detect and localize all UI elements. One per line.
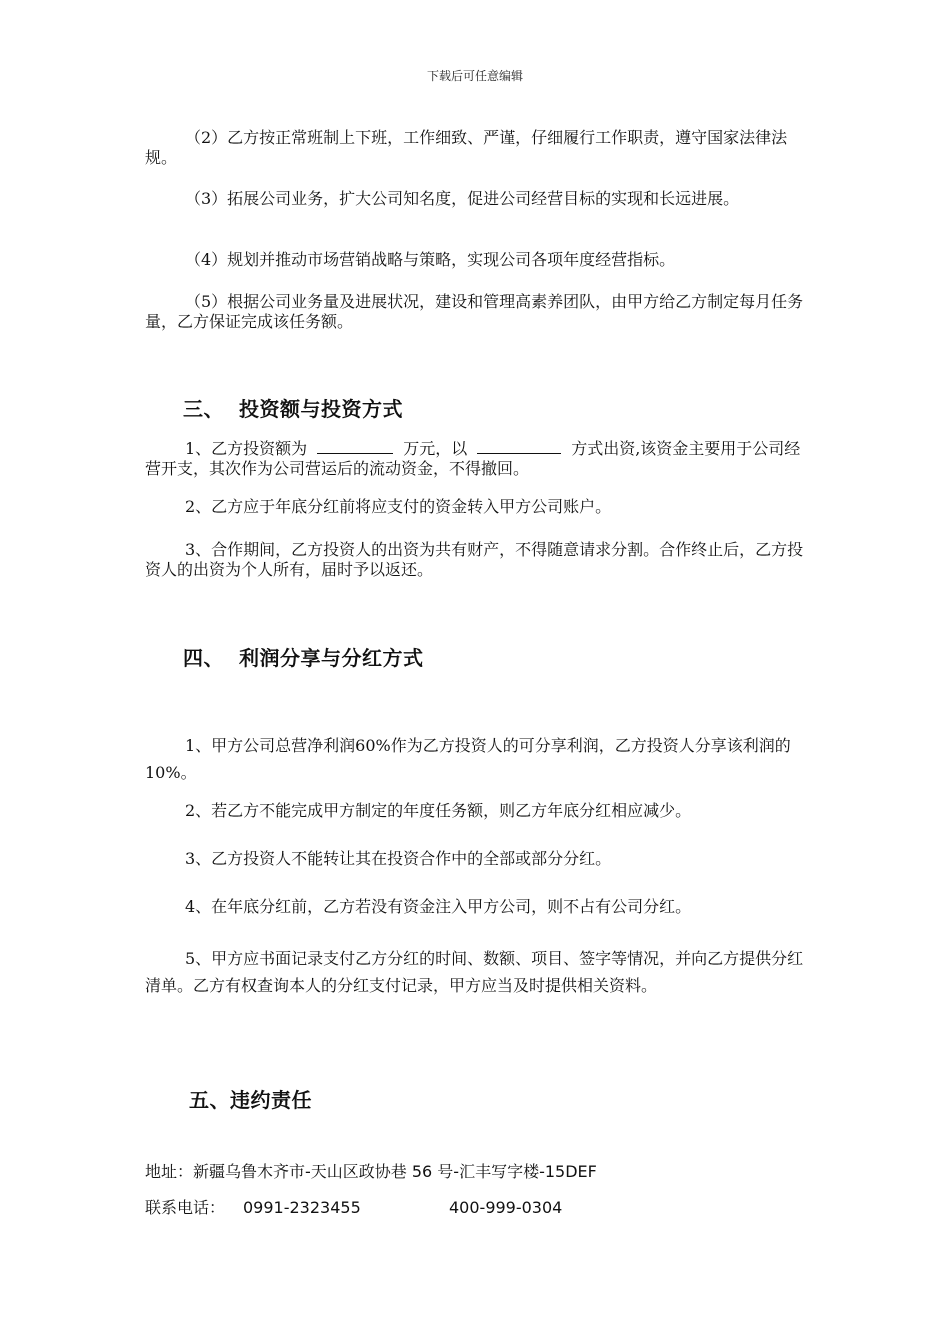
investment-method-blank[interactable] [477, 437, 561, 454]
section4-item-3: 3、乙方投资人不能转让其在投资合作中的全部或部分分红。 [185, 849, 612, 868]
section4-heading [183, 642, 424, 671]
section3-item-3: 3、合作期间，乙方投资人的出资为共有财产，不得随意请求分割。合作终止后，乙方投资人的出资为个人所有，届时予以返还。 [145, 540, 804, 579]
footer-phone-line [145, 1195, 562, 1218]
section2-item-5: （5）根据公司业务量及进展状况，建设和管理高素养团队，由甲方给乙方制定每月任务量，乙方保证完成该任务额。 [145, 292, 804, 331]
section4-item-4: 4、在年底分红前，乙方若没有资金注入甲方公司，则不占有公司分红。 [185, 897, 692, 916]
section3-item-2: 2、乙方应于年底分红前将应支付的资金转入甲方公司账户。 [185, 497, 612, 516]
section3-item-1 [145, 437, 809, 479]
section3-item-1-part-c: 方式出资,该资金主要用于公司经营开支，其次作为公司营运后的流动资金，不得撤回。 [145, 439, 801, 478]
section3-number: 三、 [183, 397, 224, 421]
page-header: 下载后可任意编辑 [426, 69, 523, 83]
section4-title: 利润分享与分红方式 [239, 646, 424, 670]
section3-heading [183, 393, 403, 422]
investment-amount-blank[interactable] [317, 437, 393, 454]
phone-number-1: 0991-2323455 [243, 1198, 361, 1217]
section4-number: 四、 [183, 646, 224, 670]
phone-number-2: 400-999-0304 [449, 1198, 563, 1217]
section4-item-5: 5、甲方应书面记录支付乙方分红的时间、数额、项目、签字等情况，并向乙方提供分红清单。乙方有权查询本人的分红支付记录，甲方应当及时提供相关资料。 [145, 949, 804, 995]
section2-item-3: （3）拓展公司业务，扩大公司知名度，促进公司经营目标的实现和长远进展。 [185, 189, 740, 208]
phone-label: 联系电话： [145, 1198, 226, 1217]
section2-item-2: （2）乙方按正常班制上下班，工作细致、严谨，仔细履行工作职责，遵守国家法律法规。 [145, 128, 788, 167]
section3-title: 投资额与投资方式 [239, 397, 403, 421]
section2-item-4: （4）规划并推动市场营销战略与策略，实现公司各项年度经营指标。 [185, 250, 676, 269]
section5-heading: 五、违约责任 [189, 1088, 312, 1112]
section4-item-2: 2、若乙方不能完成甲方制定的年度任务额，则乙方年底分红相应减少。 [185, 801, 692, 820]
footer-address: 地址：新疆乌鲁木齐市-天山区政协巷 56 号-汇丰写字楼-15DEF [145, 1162, 597, 1181]
section4-item-1: 1、甲方公司总营净利润60%作为乙方投资人的可分享利润，乙方投资人分享该利润的10%。 [145, 736, 791, 782]
section3-item-1-part-b: 万元，以 [403, 439, 468, 458]
section3-item-1-part-a: 1、乙方投资额为 [185, 439, 308, 458]
